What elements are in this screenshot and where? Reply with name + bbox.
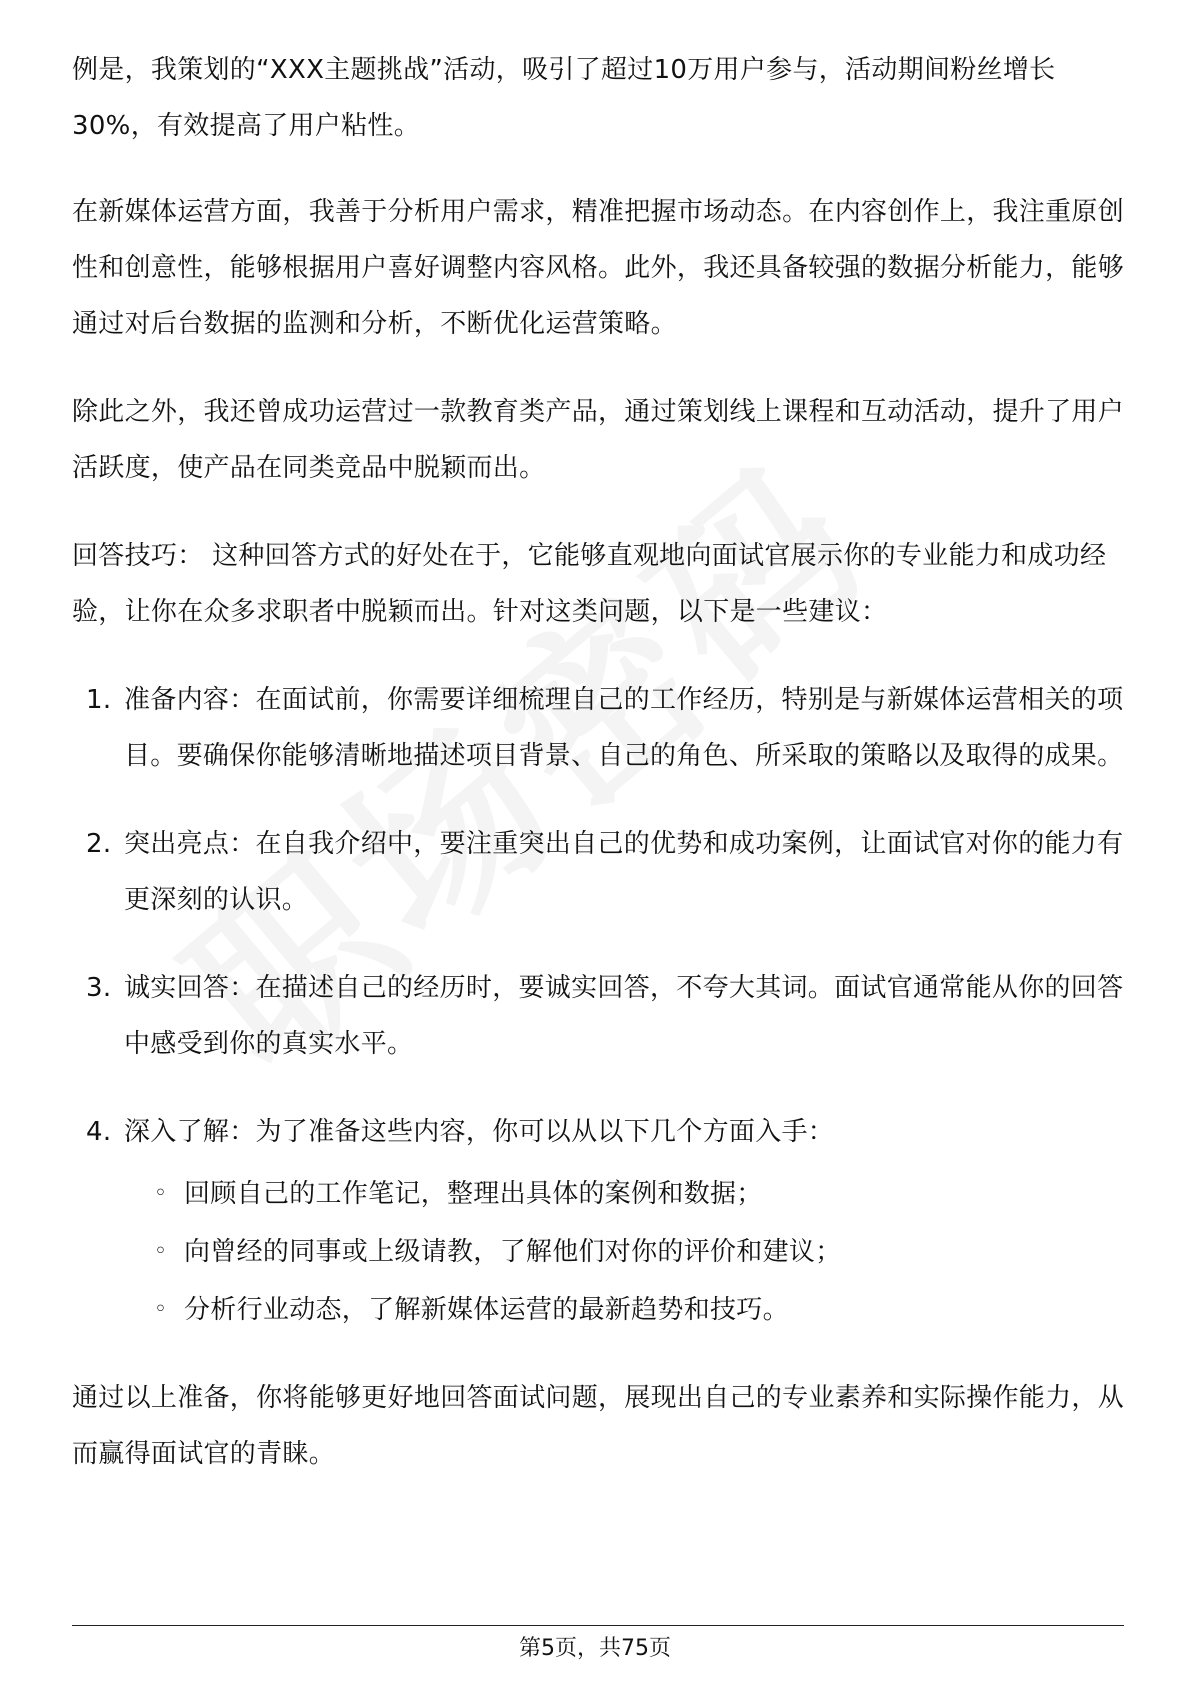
list-item [72, 816, 1124, 928]
list-number: 2. [86, 829, 112, 859]
sub-list [124, 1166, 1124, 1338]
answer-tips-paragraph: 回答技巧： 这种回答方式的好处在于，它能够直观地向面试官展示你的专业能力和成功经验，让你在众多求职者中脱颖而出。针对这类问题，以下是一些建议： [72, 541, 1107, 627]
sub-list-item [154, 1282, 1124, 1338]
list-number: 3. [86, 973, 112, 1003]
list-item-text: 准备内容：在面试前，你需要详细梳理自己的工作经历，特别是与新媒体运营相关的项目。要确保你能够清晰地描述项目背景、自己的角色、所采取的策略以及取得的成果。 [124, 685, 1124, 771]
footer-divider [72, 1625, 1124, 1626]
paragraph: 通过以上准备，你将能够更好地回答面试问题，展现出自己的专业素养和实际操作能力，从而赢得面试官的青睐。 [72, 1383, 1125, 1469]
paragraph: 例是，我策划的“XXX主题挑战”活动，吸引了超过10万用户参与，活动期间粉丝增长30%，有效提高了用户粘性。 [72, 55, 1056, 141]
sub-list-item [154, 1166, 1124, 1222]
sub-list-item-text: 回顾自己的工作笔记，整理出具体的案例和数据； [184, 1179, 763, 1209]
sub-list-item-text: 向曾经的同事或上级请教，了解他们对你的评价和建议； [184, 1237, 842, 1267]
bullet-icon: ◦ [154, 1181, 168, 1206]
page-number: 第5页，共75页 [519, 1636, 671, 1661]
paragraph: 在新媒体运营方面，我善于分析用户需求，精准把握市场动态。在内容创作上，我注重原创性和创意性，能够根据用户喜好调整内容风格。此外，我还具备较强的数据分析能力，能够通过对后台数据的监测和分析，不断优化运营策略。 [72, 197, 1125, 339]
sub-list-item-text: 分析行业动态，了解新媒体运营的最新趋势和技巧。 [184, 1295, 789, 1325]
list-number: 1. [86, 685, 112, 715]
list-item-text: 突出亮点：在自我介绍中，要注重突出自己的优势和成功案例，让面试官对你的能力有更深刻的认识。 [124, 829, 1124, 915]
paragraph: 除此之外，我还曾成功运营过一款教育类产品，通过策划线上课程和互动活动，提升了用户活跃度，使产品在同类竞品中脱颖而出。 [72, 397, 1125, 483]
tips-list [72, 672, 1124, 1338]
list-number: 4. [86, 1117, 112, 1147]
list-item-text: 深入了解：为了准备这些内容，你可以从以下几个方面入手： [124, 1117, 835, 1147]
bullet-icon: ◦ [154, 1297, 168, 1322]
sub-list-item [154, 1224, 1124, 1280]
list-item [72, 960, 1124, 1072]
list-item [72, 672, 1124, 784]
page-content [72, 42, 1124, 1514]
list-item [72, 1104, 1124, 1338]
list-item-text: 诚实回答：在描述自己的经历时，要诚实回答，不夸大其词。面试官通常能从你的回答中感受到你的真实水平。 [124, 973, 1124, 1059]
bullet-icon: ◦ [154, 1239, 168, 1264]
